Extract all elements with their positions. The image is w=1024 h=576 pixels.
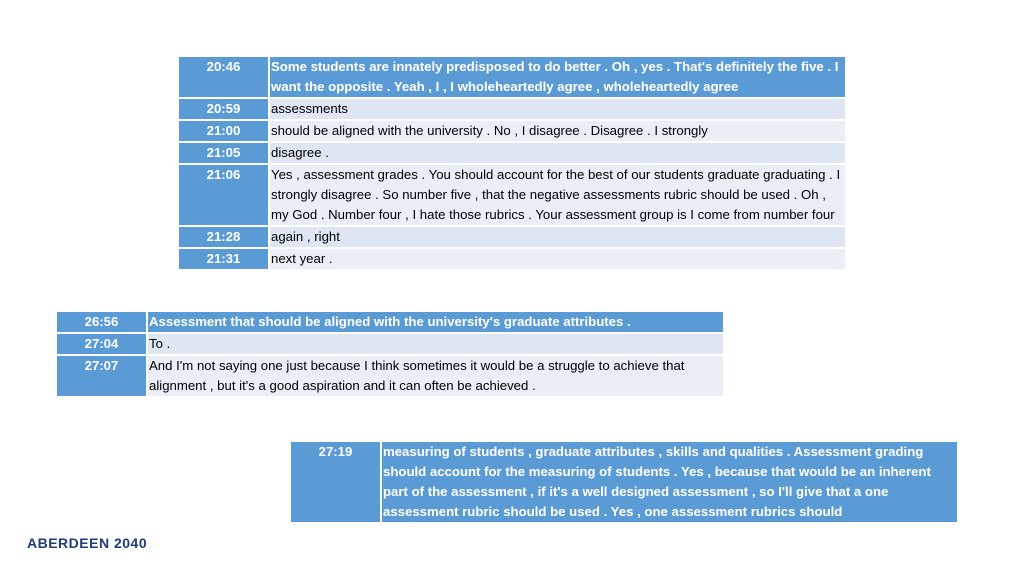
timestamp: 21:00 [178,120,269,142]
table-row [56,355,724,397]
transcript-text: assessments [269,98,846,120]
table-row [178,120,846,142]
transcript-table-1 [177,55,847,271]
table-row [178,98,846,120]
timestamp: 21:28 [178,226,269,248]
transcript-text: should be aligned with the university . No , I disagree . Disagree . I strongly [269,120,846,142]
transcript-table-2 [55,310,725,398]
transcript-table-3 [289,440,959,524]
timestamp: 21:05 [178,142,269,164]
table-row [178,226,846,248]
timestamp: 27:04 [56,333,147,355]
timestamp: 20:46 [178,56,269,98]
table-row [178,142,846,164]
transcript-text: measuring of students , graduate attributes , skills and qualities . Assessment grading should account for the measuring of students . Yes , because that would be an inherent part of the assessment , if it's a well designed assessment , so I'll give that a one assessment rubric should be used . Yes , one assessment rubrics should [381,441,958,523]
transcript-text: again , right [269,226,846,248]
table-row [56,311,724,333]
transcript-text: Assessment that should be aligned with the university's graduate attributes . [147,311,724,333]
table-row [56,333,724,355]
table-row [178,56,846,98]
transcript-text: disagree . [269,142,846,164]
timestamp: 20:59 [178,98,269,120]
timestamp: 21:31 [178,248,269,270]
transcript-text: next year . [269,248,846,270]
table-row [178,248,846,270]
transcript-text: To . [147,333,724,355]
transcript-text: And I'm not saying one just because I think sometimes it would be a struggle to achieve that alignment , but it's a good aspiration and it can often be achieved . [147,355,724,397]
transcript-text: Yes , assessment grades . You should account for the best of our students graduate graduating . I strongly disagree . So number five , that the negative assessments rubric should be used . Oh , my God . Number four , I hate those rubrics . Your assessment group is I come from number four [269,164,846,226]
table-row [178,164,846,226]
timestamp: 27:07 [56,355,147,397]
timestamp: 21:06 [178,164,269,226]
brand-logo-text: ABERDEEN 2040 [27,535,148,551]
transcript-text: Some students are innately predisposed to do better . Oh , yes . That's definitely the five . I want the opposite . Yeah , I , I wholeheartedly agree , wholeheartedly agree [269,56,846,98]
timestamp: 26:56 [56,311,147,333]
timestamp: 27:19 [290,441,381,523]
table-row [290,441,958,523]
